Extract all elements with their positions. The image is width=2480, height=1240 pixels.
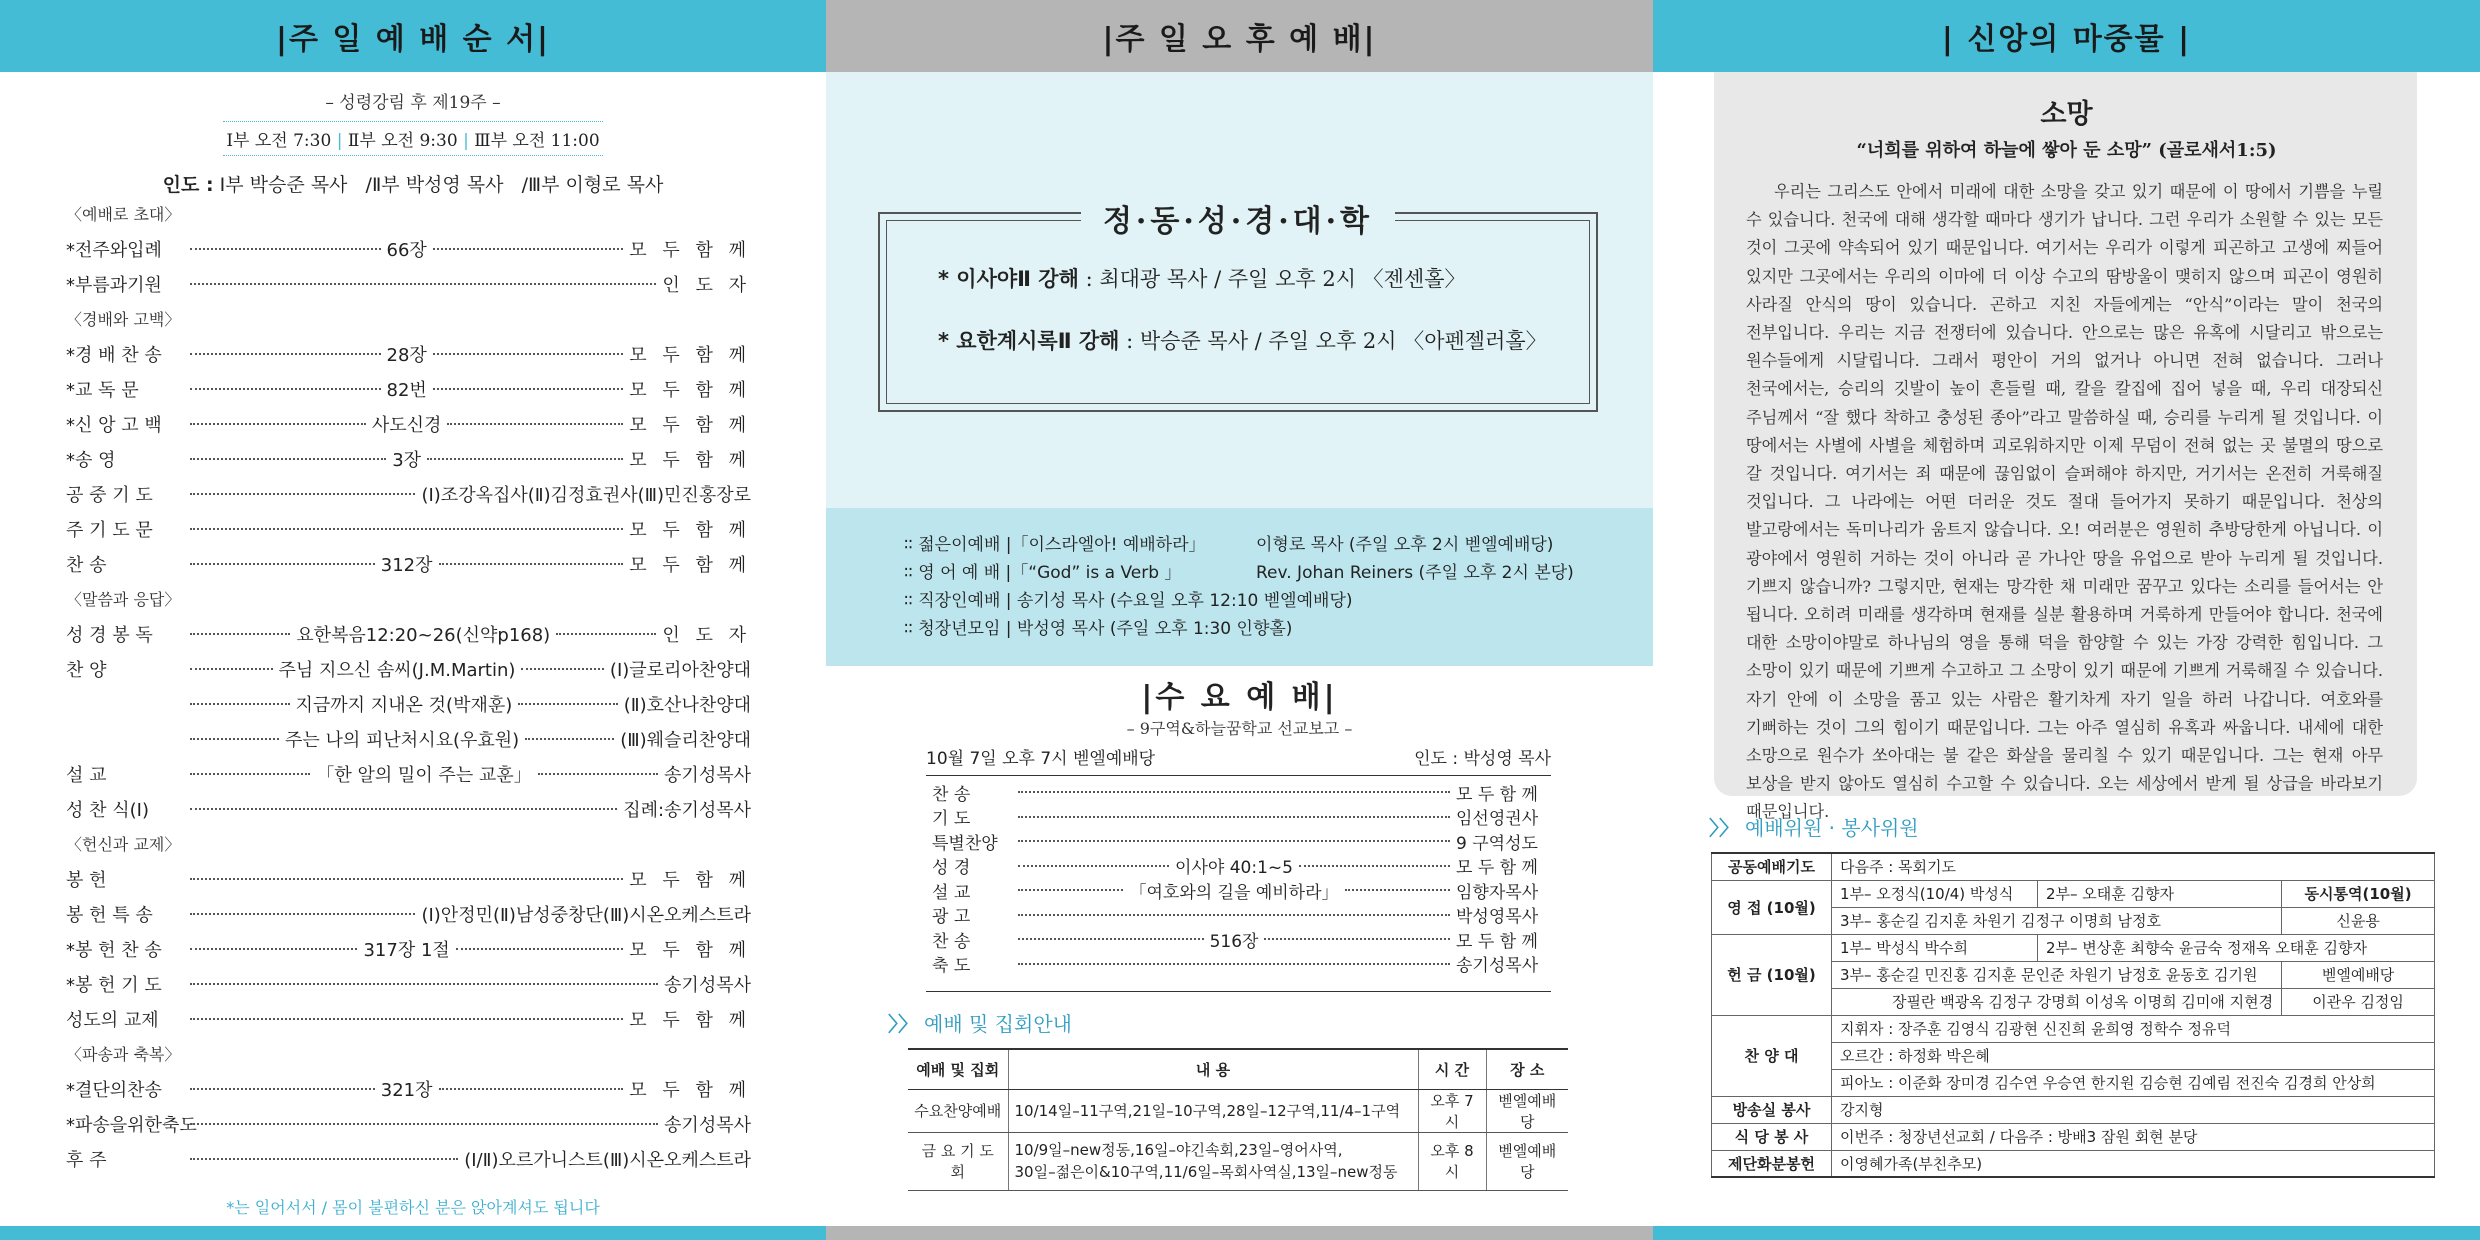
wednesday-item-label: 축 도 xyxy=(932,956,971,977)
seminary-box xyxy=(878,212,1598,412)
dot-leader xyxy=(1018,840,1450,842)
wednesday-order-item xyxy=(932,878,1544,903)
meeting-row xyxy=(904,530,1553,555)
table-row xyxy=(1712,1150,2435,1177)
table-header: 장 소 xyxy=(1486,1049,1568,1089)
dot-leader xyxy=(190,493,415,495)
order-item-person: 모 두 함 께 xyxy=(629,239,752,261)
service-times xyxy=(223,121,603,156)
order-item xyxy=(66,336,751,371)
order-item-label: *경 배 찬 송 xyxy=(66,344,162,366)
wednesday-item-label: 성 경 xyxy=(932,858,971,879)
order-item xyxy=(66,896,751,931)
order-item-person: 인 도 자 xyxy=(662,274,751,296)
section-label: 〈파송과 축복〉 xyxy=(66,1045,181,1064)
meditation-title: 소망 xyxy=(2040,99,2093,130)
table-header-row xyxy=(908,1049,1568,1089)
wednesday-item-label: 특별찬양 xyxy=(932,833,998,854)
wednesday-item-person: 임선영권사 xyxy=(1456,809,1539,830)
order-item-person: (Ⅰ)안정민(Ⅱ)남성중창단(Ⅲ)시온오케스트라 xyxy=(421,904,751,926)
table-header: 내 용 xyxy=(1008,1049,1418,1089)
order-item-content: 28장 xyxy=(386,344,427,366)
service-time-3: Ⅲ부 오전 11:00 xyxy=(474,131,600,151)
row-value: 1부– 오정식(10/4) 박성식 xyxy=(1832,880,2038,907)
order-item-person: 송기성목사 xyxy=(664,764,751,786)
wednesday-item-label: 광 고 xyxy=(932,907,971,928)
order-item-label: 봉 헌 특 송 xyxy=(66,904,153,926)
order-item-content: 66장 xyxy=(386,239,427,261)
dot-leader xyxy=(190,948,357,950)
dot-leader xyxy=(521,668,604,670)
service-leaders xyxy=(0,170,826,197)
order-section-title xyxy=(66,301,751,336)
order-list xyxy=(66,196,751,1176)
meditation-verse: “너희를 위하여 하늘에 쌓아 둔 소망” (골로새서1:5) xyxy=(1856,140,2277,161)
order-item xyxy=(66,721,751,756)
dot-leader xyxy=(190,248,381,250)
dot-leader xyxy=(439,563,624,565)
row-label: 방송실 봉사 xyxy=(1712,1096,1832,1123)
meeting-row xyxy=(904,614,1292,639)
wednesday-order-item xyxy=(932,829,1544,854)
order-item xyxy=(66,1001,751,1036)
afternoon-worship-panel xyxy=(826,0,1653,1240)
gatherings-title: 예배 및 집회안내 xyxy=(924,1012,1072,1036)
order-item-content: 321장 xyxy=(380,1079,433,1101)
dot-leader xyxy=(190,423,366,425)
order-item-person: 모 두 함 께 xyxy=(629,379,752,401)
dot-leader xyxy=(1299,865,1450,867)
dot-leader xyxy=(427,458,623,460)
service-time-1: Ⅰ부 오전 7:30 xyxy=(226,131,332,151)
order-section-title xyxy=(66,826,751,861)
dot-leader xyxy=(1018,914,1450,916)
order-item-person: 모 두 함 께 xyxy=(629,344,752,366)
table-row xyxy=(1712,934,2435,961)
order-item-person: (Ⅰ/Ⅱ)오르가니스트(Ⅲ)시온오케스트라 xyxy=(464,1149,751,1171)
order-item xyxy=(66,756,751,791)
wednesday-subtitle: – 9구역&하늘꿈학교 선교보고 – xyxy=(1126,719,1353,738)
dot-leader xyxy=(439,1088,624,1090)
dot-leader xyxy=(1018,816,1450,818)
dot-leader xyxy=(190,1158,458,1160)
dot-leader xyxy=(190,563,375,565)
dot-leader xyxy=(190,878,623,880)
order-item xyxy=(66,546,751,581)
meeting-left: ∶∶ 청장년모임 | 박성영 목사 (주일 오후 1:30 인향홀) xyxy=(904,619,1293,639)
dot-leader xyxy=(1018,791,1450,793)
order-item-content: 주님 지으신 솜씨(J.M.Martin) xyxy=(278,659,516,681)
order-item-person: 모 두 함 께 xyxy=(629,939,751,961)
row-value: 장필란 백광옥 김정구 강명희 이성옥 이명희 김미애 지현경 xyxy=(1832,988,2282,1015)
meeting-left: ∶∶ 영 어 예 배 |「“God” is a Verb 」 xyxy=(904,563,1182,583)
meeting-left: ∶∶ 젊은이예배 |「이스라엘아! 예배하라」 xyxy=(904,535,1206,555)
meditation-header: | 신앙의 마중물 | xyxy=(1653,0,2480,72)
order-item-content: 3장 xyxy=(392,449,422,471)
order-item-label: *봉 헌 기 도 xyxy=(66,974,162,996)
lecture-1 xyxy=(938,263,1466,293)
seminary-title-wrap xyxy=(878,196,1598,240)
dot-leader xyxy=(433,248,624,250)
table-row xyxy=(908,1132,1568,1190)
section-label: 〈예배로 초대〉 xyxy=(66,205,181,224)
row-value: 동시통역(10월) xyxy=(2282,880,2435,907)
wednesday-order-item xyxy=(932,927,1544,952)
order-section-title xyxy=(66,196,751,231)
wednesday-order-item xyxy=(932,805,1544,830)
order-item-person: 송기성목사 xyxy=(664,974,751,996)
row-label: 제단화분봉헌 xyxy=(1712,1150,1832,1177)
lecture-2-detail: : 박승준 목사 / 주일 오후 2시 〈아펜젤러홀〉 xyxy=(1126,329,1547,353)
gathering-content-line: 10/9일–new정동,16일–야긴속회,23일–영어사역, xyxy=(1014,1141,1343,1159)
wednesday-divider xyxy=(926,991,1551,992)
volunteers-heading xyxy=(1709,812,1919,841)
order-item xyxy=(66,371,751,406)
wednesday-order-list xyxy=(932,780,1544,976)
dot-leader xyxy=(190,983,658,985)
wednesday-info xyxy=(926,744,1551,776)
order-item xyxy=(66,791,751,826)
wednesday-order-item xyxy=(932,854,1544,879)
row-label: 식 당 봉 사 xyxy=(1712,1123,1832,1150)
order-item-person: 모 두 함 께 xyxy=(629,554,751,576)
order-item xyxy=(66,1071,751,1106)
worship-order-panel xyxy=(0,0,826,1240)
meeting-left: ∶∶ 직장인예배 | 송기성 목사 (수요일 오후 12:10 벧엘예배당) xyxy=(904,591,1353,611)
row-value: 이관우 김정임 xyxy=(2282,988,2435,1015)
dot-leader xyxy=(433,388,624,390)
row-label: 찬 양 대 xyxy=(1712,1015,1832,1096)
row-value: 지휘자 : 장주훈 김영식 김광현 신진희 윤희영 정학수 정유덕 xyxy=(1832,1015,2435,1042)
dot-leader xyxy=(190,808,617,810)
order-item-label: *전주와입례 xyxy=(66,239,162,261)
order-item xyxy=(66,441,751,476)
dot-leader xyxy=(556,633,656,635)
meeting-row xyxy=(904,558,1574,583)
dot-leader xyxy=(190,1018,623,1020)
row-value: 이영혜가족(부친추모) xyxy=(1832,1150,2435,1177)
order-item-content: 「한 알의 밀이 주는 교훈」 xyxy=(316,764,532,786)
row-value: 3부– 홍순길 김지훈 차원기 김정구 이명희 남정호 xyxy=(1832,907,2282,934)
wednesday-item-person: 모 두 함 께 xyxy=(1456,784,1538,805)
wednesday-order-item xyxy=(932,952,1544,977)
dot-leader xyxy=(447,423,623,425)
order-item-label: 공 중 기 도 xyxy=(66,484,153,506)
order-item-person: 인 도 자 xyxy=(662,624,751,646)
order-item-person: (Ⅲ)웨슬리찬양대 xyxy=(620,729,752,751)
meeting-row xyxy=(904,586,1353,611)
row-value: 신윤용 xyxy=(2282,907,2435,934)
standing-note: *는 일어서서 / 몸이 불편하신 분은 앉아계셔도 됩니다 xyxy=(226,1198,600,1217)
volunteers-title: 예배위원 · 봉사위원 xyxy=(1745,816,1919,840)
time-divider: | xyxy=(463,131,475,151)
order-item-content: 지금까지 지내온 것(박재훈) xyxy=(295,694,513,716)
order-section-title xyxy=(66,581,751,616)
wednesday-item-person: 9 구역성도 xyxy=(1456,833,1538,854)
order-item-label: 찬 양 xyxy=(66,659,107,681)
gatherings-heading xyxy=(888,1008,1072,1037)
row-value: 3부– 홍순길 민진홍 김지훈 문인준 차원기 남정호 윤동호 김기원 xyxy=(1832,961,2282,988)
leader-3: /Ⅲ부 이형로 목사 xyxy=(521,174,664,196)
dot-leader xyxy=(1345,889,1450,891)
order-item xyxy=(66,1141,751,1176)
order-item-person: 집례:송기성목사 xyxy=(623,799,751,821)
wednesday-item-content: 516장 xyxy=(1209,931,1259,952)
lecture-1-name: * 이사야Ⅱ 강해 xyxy=(938,267,1079,291)
order-item-person: 모 두 함 께 xyxy=(629,414,751,436)
row-value: 피아노 : 이준화 장미경 김수연 우승연 한지원 김승현 김예림 전진숙 김경희 안상희 xyxy=(1832,1069,2435,1096)
wednesday-leader: 인도 : 박성영 목사 xyxy=(1414,749,1551,769)
leader-2: /Ⅱ부 박성영 목사 xyxy=(365,174,504,196)
meditation-body: 우리는 그리스도 안에서 미래에 대한 소망을 갖고 있기 때문에 이 땅에서 기쁨을 누릴 수 있습니다. 천국에 대해 생각할 때마다 생기가 납니다. 그런 우리가 소원할 수 있는 모든 것이 그곳에 약속되어 있기 때문입니다. 여기서는 우리가 이렇게 피곤하고 고생에 찌들어 있지만 그곳에서는 우리의 이마에 더 이상 수고의 땀방울이 맺히지 않으며 피곤이 영원히 사라질 안식의 땅이 있습니다. 곤하고 지친 자들에게는 “안식”이라는 말이 천국의 전부입니다. 우리는 지금 전쟁터에 있습니다. 안으로는 많은 유혹에 시달리고 밖으로는 원수들에게 시달립니다. 그래서 평안이 거의 없거나 아니면 전혀 없습니다. 그러나 천국에서는, 승리의 깃발이 높이 흔들릴 때, 칼을 칼집에 집어 넣을 때, 우리 대장되신 주님께서 “잘 했다 착하고 충성된 종아”라고 말씀하실 때, 승리를 누리게 될 것입니다. 이 땅에서는 사별에 사별을 체험하며 괴로워하지만 이제 무덤이 전혀 없는 곳 불멸의 땅으로 갈 것입니다. 여기서는 죄 때문에 끊임없이 슬퍼해야 하지만, 거기서는 온전히 거룩해질 것입니다. 그 나라에는 어떤 더러운 것도 절대 들어가지 못하기 때문입니다. 천상의 발고랑에서는 독미나리가 움트지 않습니다. 오! 여러분은 영원히 추방당한게 아닙니다. 이 광야에서 영원히 거하는 것이 아니라 곧 가나안 땅을 유업으로 받아 누리게 될 것입니다. 기쁘지 않습니까? 그렇지만, 현재는 망각한 채 미래만 꿈꾸고 있다는 소리를 들어서는 안 됩니다. 오히려 미래를 생각하며 현재를 실분 활용하며 거룩하게 만들어야 합니다. 천국에 대한 소망이야말로 하나님의 영을 통해 덕을 함양할 수 있는 가장 강력한 힘입니다. 그 소망이 있기 때문에 기쁘게 수고하고 그 소망이 있기 때문에 기쁘게 거룩해질 수 있습니다. 자기 안에 이 소망을 품고 있는 사람은 활기차게 자기 일을 하러 나갑니다. 여호와를 기뻐하는 것이 그의 힘이기 때문입니다. 그는 아주 열심히 유혹과 싸웁니다. 내세에 대한 소망으로 원수가 쏘아대는 불 같은 화살을 물리칠 수 있기 때문입니다. 그는 현재 아무 보상을 받지 않아도 열심히 수고할 수 있습니다. 오는 세상에서 받게 될 상급을 바라보기 때문입니다. xyxy=(1746,182,2383,822)
order-item xyxy=(66,406,751,441)
table-row xyxy=(1712,880,2435,907)
section-label: 〈경배와 고백〉 xyxy=(66,310,181,329)
leader-1: Ⅰ부 박승준 목사 xyxy=(219,174,348,196)
row-value: 2부– 오태훈 김향자 xyxy=(2037,880,2281,907)
order-item xyxy=(66,966,751,1001)
order-item xyxy=(66,266,751,301)
lecture-1-detail: : 최대광 목사 / 주일 오후 2시 〈젠센홀〉 xyxy=(1085,267,1466,291)
lecture-2-name: * 요한계시록Ⅱ 강해 xyxy=(938,329,1120,353)
dot-leader xyxy=(433,353,624,355)
order-item-label: *송 영 xyxy=(66,449,116,471)
row-value: 벧엘예배당 xyxy=(2282,961,2435,988)
dot-leader xyxy=(538,773,658,775)
footer-bar xyxy=(1653,1226,2480,1240)
meeting-right: Rev. Johan Reiners (주일 오후 2시 본당) xyxy=(1256,563,1574,583)
wednesday-item-label: 기 도 xyxy=(932,809,971,830)
gathering-time: 오후 8시 xyxy=(1418,1132,1486,1190)
row-label: 영 접 (10월) xyxy=(1712,880,1832,934)
dot-leader xyxy=(1018,938,1204,940)
table-row xyxy=(1712,1096,2435,1123)
wednesday-date: 10월 7일 오후 7시 벧엘예배당 xyxy=(926,749,1156,769)
wednesday-item-person: 박성영목사 xyxy=(1456,907,1539,928)
order-item-content: 주는 나의 피난처시요(우효원) xyxy=(285,729,520,751)
dot-leader xyxy=(190,283,656,285)
wednesday-item-label: 설 교 xyxy=(932,882,971,903)
afternoon-header: |주 일 오 후 예 배| xyxy=(826,0,1653,72)
dot-leader xyxy=(1018,865,1169,867)
seminary-title: 정·동·성·경·대·학 xyxy=(1081,204,1395,239)
order-item-label: *신 앙 고 백 xyxy=(66,414,162,436)
gatherings-table xyxy=(908,1048,1568,1191)
dot-leader xyxy=(190,1088,375,1090)
dot-leader xyxy=(190,353,381,355)
gathering-place: 벧엘예배당 xyxy=(1486,1089,1568,1132)
row-value: 오르간 : 하정화 박은혜 xyxy=(1832,1042,2435,1069)
row-value: 다음주 : 목회기도 xyxy=(1832,853,2435,880)
order-item-person: 모 두 함 께 xyxy=(629,1009,751,1031)
wednesday-order-item xyxy=(932,780,1544,805)
order-item-person: 송기성목사 xyxy=(664,1114,751,1136)
dot-leader xyxy=(190,773,310,775)
order-item-content: 요한복음12:20~26(신약p168) xyxy=(296,624,551,646)
dot-leader xyxy=(525,738,614,740)
lecture-2 xyxy=(938,325,1547,355)
order-item-person: (Ⅱ)호산나찬양대 xyxy=(623,694,751,716)
section-label: 〈헌신과 교제〉 xyxy=(66,835,181,854)
order-item-label: 후 주 xyxy=(66,1149,107,1171)
table-row xyxy=(908,1089,1568,1132)
order-item-content: 82번 xyxy=(386,379,427,401)
order-item-label: 성 찬 식(Ⅰ) xyxy=(66,799,149,821)
wednesday-item-person: 모 두 함 께 xyxy=(1456,931,1538,952)
dot-leader xyxy=(190,703,290,705)
order-item-label: 성도의 교제 xyxy=(66,1009,159,1031)
meeting-right: 이형로 목사 (주일 오후 2시 벧엘예배당) xyxy=(1256,535,1554,555)
wednesday-item-label: 찬 송 xyxy=(932,931,971,952)
leaders-prefix: 인도 : xyxy=(162,174,214,196)
wednesday-item-content: 이사야 40:1~5 xyxy=(1175,858,1293,879)
table-row xyxy=(1712,1015,2435,1042)
dot-leader xyxy=(190,528,623,530)
order-item-label: *결단의찬송 xyxy=(66,1079,162,1101)
table-row xyxy=(1712,853,2435,880)
gathering-name: 금 요 기 도 회 xyxy=(908,1132,1008,1190)
wednesday-item-content: 「여호와의 길을 예비하라」 xyxy=(1129,882,1339,903)
table-header: 시 간 xyxy=(1418,1049,1486,1089)
wednesday-item-label: 찬 송 xyxy=(932,784,971,805)
order-item xyxy=(66,476,751,511)
wednesday-item-person: 송기성목사 xyxy=(1456,956,1539,977)
dot-leader xyxy=(190,388,381,390)
row-label: 공동예배기도 xyxy=(1712,853,1832,880)
order-item-person: (Ⅰ)조강옥집사(Ⅱ)김정효권사(Ⅲ)민진홍장로 xyxy=(421,484,751,506)
dot-leader xyxy=(518,703,618,705)
meditation-panel xyxy=(1653,0,2480,1240)
order-item-label: 봉 헌 xyxy=(66,869,107,891)
order-item-content: 사도신경 xyxy=(371,414,442,436)
order-item xyxy=(66,931,751,966)
order-item-label: 찬 송 xyxy=(66,554,107,576)
dot-leader xyxy=(1018,963,1450,965)
order-item-label: *부름과기원 xyxy=(66,274,162,296)
footer-bar xyxy=(0,1226,826,1240)
order-item xyxy=(66,511,751,546)
row-label: 헌 금 (10월) xyxy=(1712,934,1832,1015)
row-value: 1부– 박성식 박수희 xyxy=(1832,934,2038,961)
worship-order-header: |주 일 예 배 순 서| xyxy=(0,0,826,72)
time-divider: | xyxy=(336,131,348,151)
order-item-person: 모 두 함 께 xyxy=(629,519,751,541)
order-item xyxy=(66,231,751,266)
gathering-name: 수요찬양예배 xyxy=(908,1089,1008,1132)
order-section-title xyxy=(66,1036,751,1071)
order-item xyxy=(66,686,751,721)
order-item xyxy=(66,651,751,686)
dot-leader xyxy=(190,458,386,460)
order-item-label: *파송을위한축도 xyxy=(66,1114,197,1136)
dot-leader xyxy=(456,948,623,950)
gathering-content-line: 30일–젊은이&10구역,11/6일–목회사역실,13일–new정동 xyxy=(1014,1163,1398,1181)
dot-leader xyxy=(190,913,415,915)
season-subtitle: – 성령강림 후 제19주 – xyxy=(325,93,501,113)
gathering-time: 오후 7시 xyxy=(1418,1089,1486,1132)
row-value: 이번주 : 청장년선교회 / 다음주 : 방배3 잠원 회현 분당 xyxy=(1832,1123,2435,1150)
wednesday-item-person: 모 두 함 께 xyxy=(1456,858,1538,879)
dot-leader xyxy=(1264,938,1450,940)
row-value: 2부– 변상훈 최향숙 윤금숙 정재옥 오태훈 김향자 xyxy=(2037,934,2434,961)
order-item xyxy=(66,616,751,651)
order-item-person: 모 두 함 께 xyxy=(629,1079,751,1101)
gathering-content xyxy=(1008,1132,1418,1190)
dot-leader xyxy=(190,1123,658,1125)
order-item-person: (Ⅰ)글로리아찬양대 xyxy=(609,659,751,681)
service-time-2: Ⅱ부 오전 9:30 xyxy=(347,131,458,151)
order-item-person: 모 두 함 께 xyxy=(629,869,751,891)
dot-leader xyxy=(1018,889,1123,891)
row-value: 강지형 xyxy=(1832,1096,2435,1123)
volunteers-table xyxy=(1711,852,2435,1178)
double-chevron-icon: 〉〉 xyxy=(1709,816,1739,840)
order-item-label: 주 기 도 문 xyxy=(66,519,153,541)
order-item-person: 모 두 함 께 xyxy=(629,449,751,471)
seminary-frame xyxy=(878,162,1598,412)
order-item-label: 성 경 봉 독 xyxy=(66,624,153,646)
dot-leader xyxy=(190,738,279,740)
table-row xyxy=(1712,1123,2435,1150)
double-chevron-icon: 〉〉 xyxy=(888,1012,918,1036)
wednesday-order-item xyxy=(932,903,1544,928)
wednesday-item-person: 임향자목사 xyxy=(1456,882,1539,903)
gathering-content: 10/14일–11구역,21일–10구역,28일–12구역,11/4–1구역 xyxy=(1008,1089,1418,1132)
wednesday-title: |수 요 예 배| xyxy=(1141,680,1338,715)
section-label: 〈말씀과 응답〉 xyxy=(66,590,181,609)
table-header: 예배 및 집회 xyxy=(908,1049,1008,1089)
gathering-place: 벧엘예배당 xyxy=(1486,1132,1568,1190)
order-item-label: *교 독 문 xyxy=(66,379,139,401)
order-item xyxy=(66,861,751,896)
order-item-label: 설 교 xyxy=(66,764,107,786)
order-item xyxy=(66,1106,751,1141)
order-item-content: 312장 xyxy=(380,554,433,576)
footer-bar xyxy=(826,1226,1653,1240)
dot-leader xyxy=(190,633,290,635)
order-item-content: 317장 1절 xyxy=(363,939,450,961)
dot-leader xyxy=(190,668,273,670)
order-item-label: *봉 헌 찬 송 xyxy=(66,939,162,961)
